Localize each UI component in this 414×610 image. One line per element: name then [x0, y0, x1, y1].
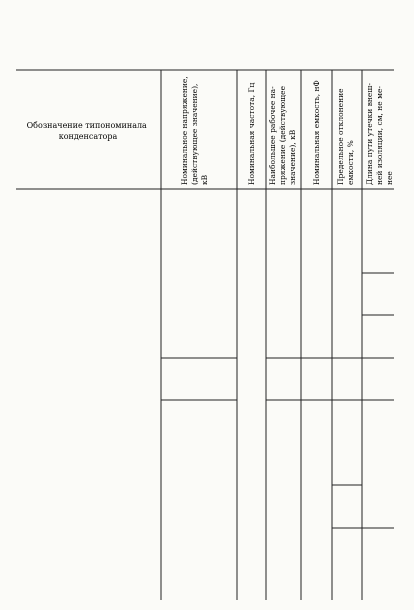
header-working-voltage: Наибольшее рабочее на- пряжение (действующее значение), кВ	[268, 85, 297, 185]
header-voltage: Номинальное напряжение, (действующее значение), кВ	[180, 76, 209, 185]
header-designation: Обозначение типономинала конденсатора	[26, 121, 147, 141]
header-capacitance: Номинальная емкость, нФ	[312, 80, 321, 185]
header-tolerance: Предельное отклонение емкости, %	[336, 88, 355, 185]
header-frequency: Номинальная частота, Гц	[247, 82, 256, 185]
header-leakage: Длина пути утечки внеш- ней изоляции, см, не ме- нее	[365, 83, 394, 185]
